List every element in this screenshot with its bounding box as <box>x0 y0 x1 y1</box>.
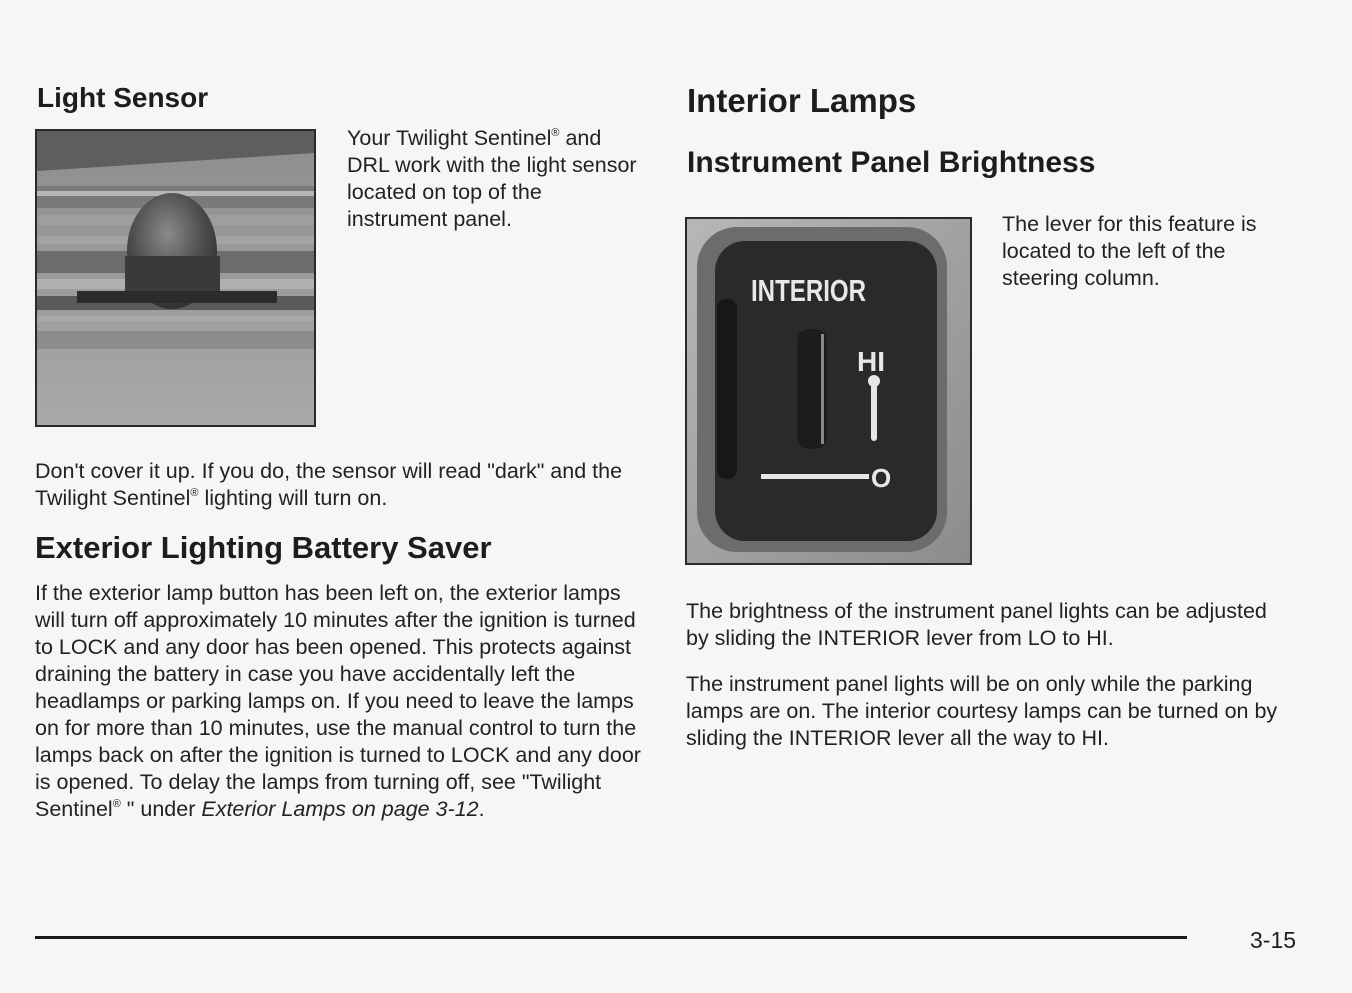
light-sensor-warning-a: Don't cover it up. If you do, the sensor will read "dark" and the Twilight Sentinel <box>35 459 623 510</box>
footer-rule <box>35 936 1187 939</box>
registered-mark: ® <box>112 798 121 810</box>
brightness-adjust-text: The brightness of the instrument panel lights can be adjusted by sliding the INTERIOR lever from LO to HI. <box>686 599 1267 650</box>
lo-label: O <box>871 463 892 493</box>
page-number: 3-15 <box>1250 927 1297 953</box>
lever-location-note: The lever for this feature is located to the left of the steering column. <box>1002 212 1257 290</box>
hi-label: HI <box>857 346 885 377</box>
light-sensor-photo <box>35 129 316 427</box>
light-sensor-heading: Light Sensor <box>37 82 209 113</box>
battery-saver-text-end: . <box>478 797 485 821</box>
battery-saver-heading: Exterior Lighting Battery Saver <box>35 530 492 565</box>
light-sensor-intro <box>347 125 647 233</box>
interior-lever-photo <box>685 217 972 565</box>
battery-saver-text-a: If the exterior lamp button has been left on, the exterior lamps will turn off approximately 10 minutes after the ignition is turned to LOCK and any door has been opened. This protects against draining the battery in case you have accidentally left the headlamps or parking lamps on. If you need to leave the lamps on for more than 10 minutes, use the manual control to turn the lamps back on after the ignition is turned to LOCK and any door is opened. To delay the lamps from turning off, see "Twilight Sentinel <box>35 581 641 821</box>
light-sensor-intro-b: and DRL work with the light sensor located on top of the instrument panel. <box>347 126 637 231</box>
exterior-lamps-page-ref[interactable]: Exterior Lamps on page 3-12 <box>201 797 479 821</box>
light-sensor-warning-b: lighting will turn on. <box>198 486 388 510</box>
registered-mark: ® <box>190 487 199 499</box>
light-sensor-intro-a: Your Twilight Sentinel <box>347 126 552 150</box>
light-sensor-warning <box>35 458 635 512</box>
panel-brightness-heading: Instrument Panel Brightness <box>687 146 1096 179</box>
battery-saver-text-b: " under <box>120 797 202 821</box>
battery-saver-text <box>35 580 641 823</box>
registered-mark: ® <box>551 127 560 139</box>
interior-lever-illustration <box>687 219 970 563</box>
panel-lights-text: The instrument panel lights will be on only while the parking lamps are on. The interior courtesy lamps can be turned on by sliding the INTERIOR lever all the way to HI. <box>686 672 1278 750</box>
light-sensor-illustration <box>37 131 314 425</box>
interior-label: INTERIOR <box>751 273 866 308</box>
interior-lamps-heading: Interior Lamps <box>687 82 917 119</box>
